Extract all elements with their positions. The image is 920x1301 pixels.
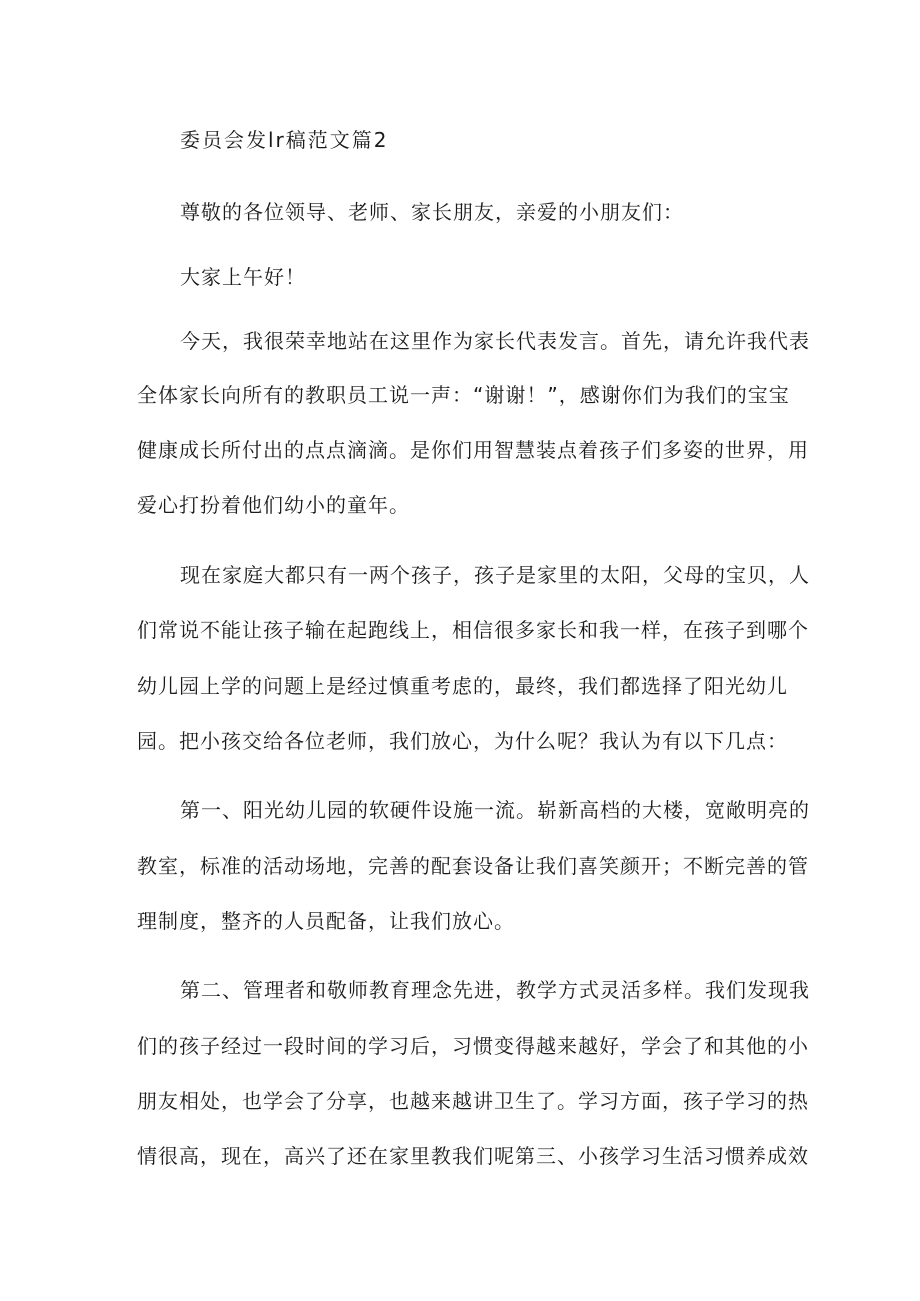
paragraph-line: 现在家庭大都只有一两个孩子，孩子是家里的太阳，父母的宝贝，人 xyxy=(180,563,810,587)
paragraph-line: 朋友相处，也学会了分享，也越来越讲卫生了。学习方面，孩子学习的热 xyxy=(137,1089,809,1113)
document-title: 委员会发lr稿范文篇2 xyxy=(180,128,389,152)
paragraph-line: 园。把小孩交给各位老师，我们放心，为什么呢？我认为有以下几点： xyxy=(137,729,788,753)
paragraph-line: 教室，标准的活动场地，完善的配套设备让我们喜笑颜开；不断完善的管 xyxy=(137,854,809,878)
paragraph-line: 第一、阳光幼儿园的软硬件设施一流。崭新高档的大楼，宽敞明亮的 xyxy=(180,798,810,822)
paragraph-line: 幼儿园上学的问题上是经过慎重考虑的，最终，我们都选择了阳光幼儿 xyxy=(137,674,788,698)
salutation: 尊敬的各位领导、老师、家长朋友，亲爱的小朋友们： xyxy=(180,200,684,224)
paragraph-line: 健康成长所付出的点点滴滴。是你们用智慧装点着孩子们多姿的世界，用 xyxy=(137,438,809,462)
paragraph-line: 全体家长向所有的教职员工说一声：“谢谢！”，感谢你们为我们的宝宝 xyxy=(137,383,790,407)
paragraph-line: 情很高，现在，高兴了还在家里教我们呢第三、小孩学习生活习惯养成效 xyxy=(137,1144,809,1168)
paragraph-line: 理制度，整齐的人员配备，让我们放心。 xyxy=(137,909,515,933)
greeting: 大家上午好！ xyxy=(180,265,306,289)
paragraph-line: 第二、管理者和敬师教育理念先进，教学方式灵活多样。我们发现我 xyxy=(180,978,810,1002)
paragraph-line: 今天，我很荣幸地站在这里作为家长代表发言。首先，请允许我代表 xyxy=(180,329,810,353)
paragraph-line: 们的孩子经过一段时间的学习后，习惯变得越来越好，学会了和其他的小 xyxy=(137,1034,809,1058)
paragraph-line: 们常说不能让孩子输在起跑线上，相信很多家长和我一样，在孩子到哪个 xyxy=(137,618,809,642)
paragraph-line: 爱心打扮着他们幼小的童年。 xyxy=(137,493,410,517)
